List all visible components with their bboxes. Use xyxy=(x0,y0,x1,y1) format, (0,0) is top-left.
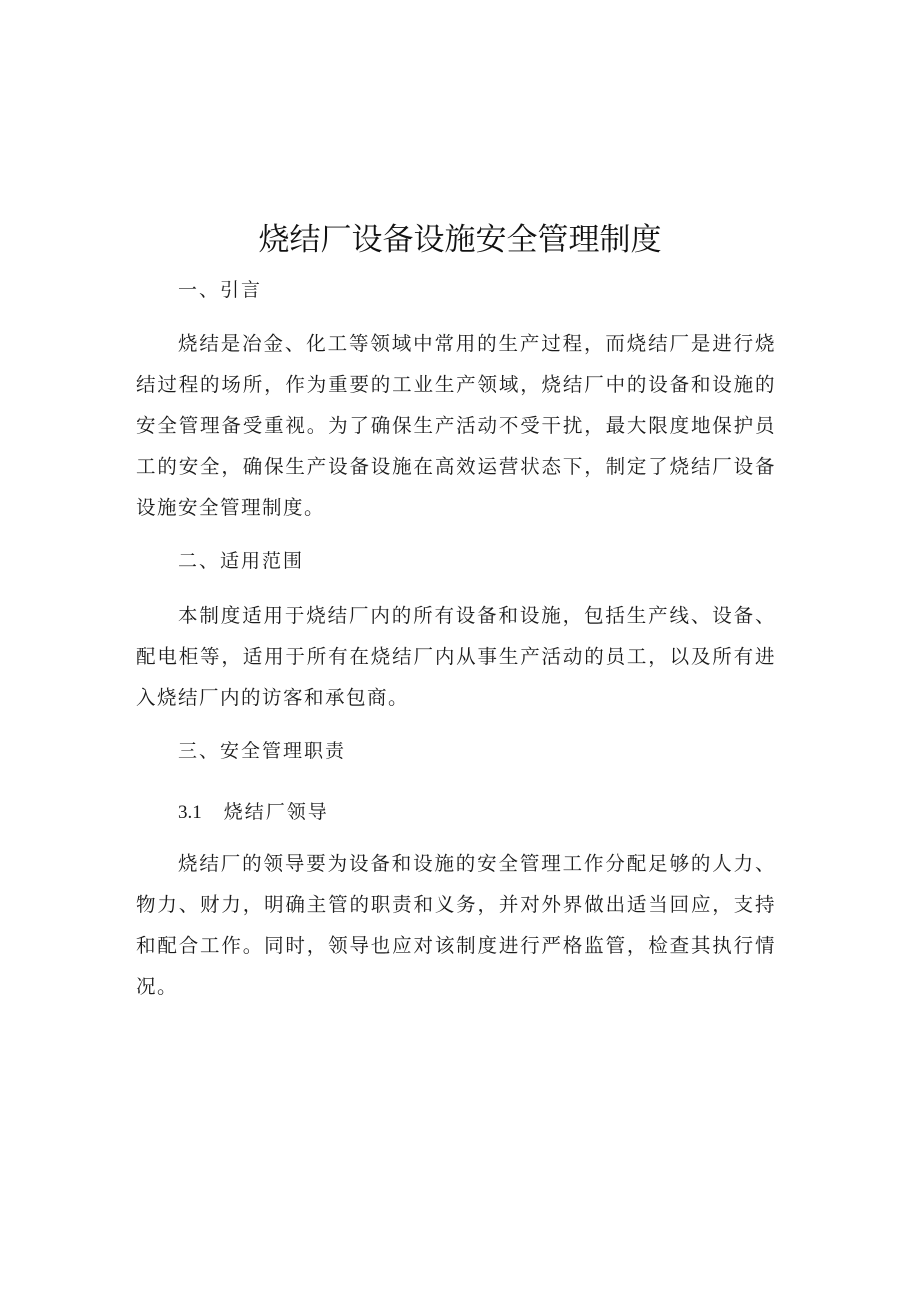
subsection-number: 3.1 xyxy=(178,802,202,823)
section-paragraph-introduction: 烧结是冶金、化工等领域中常用的生产过程，而烧结厂是进行烧结过程的场所，作为重要的工业生产领域，烧结厂中的设备和设施的安全管理备受重视。为了确保生产活动不受干扰，最大限度地保护员工的安全，确保生产设备设施在高效运营状态下，制定了烧结厂设备设施安全管理制度。 xyxy=(136,332,776,519)
subsection-heading xyxy=(178,798,329,827)
document-title: 烧结厂设备设施安全管理制度 xyxy=(258,222,662,258)
section-paragraph-scope: 本制度适用于烧结厂内的所有设备和设施，包括生产线、设备、配电柜等，适用于所有在烧结厂内从事生产活动的员工，以及所有进入烧结厂内的访客和承包商。 xyxy=(136,604,776,709)
subsection-paragraph: 烧结厂的领导要为设备和设施的安全管理工作分配足够的人力、物力、财力，明确主管的职责和义务，并对外界做出适当回应，支持和配合工作。同时，领导也应对该制度进行严格监管，检查其执行情况。 xyxy=(136,852,776,998)
section-heading-introduction: 一、引言 xyxy=(178,279,263,301)
section-heading-scope: 二、适用范围 xyxy=(178,550,305,572)
section-heading-responsibilities: 三、安全管理职责 xyxy=(178,740,347,762)
subsection-title: 烧结厂领导 xyxy=(223,801,329,823)
